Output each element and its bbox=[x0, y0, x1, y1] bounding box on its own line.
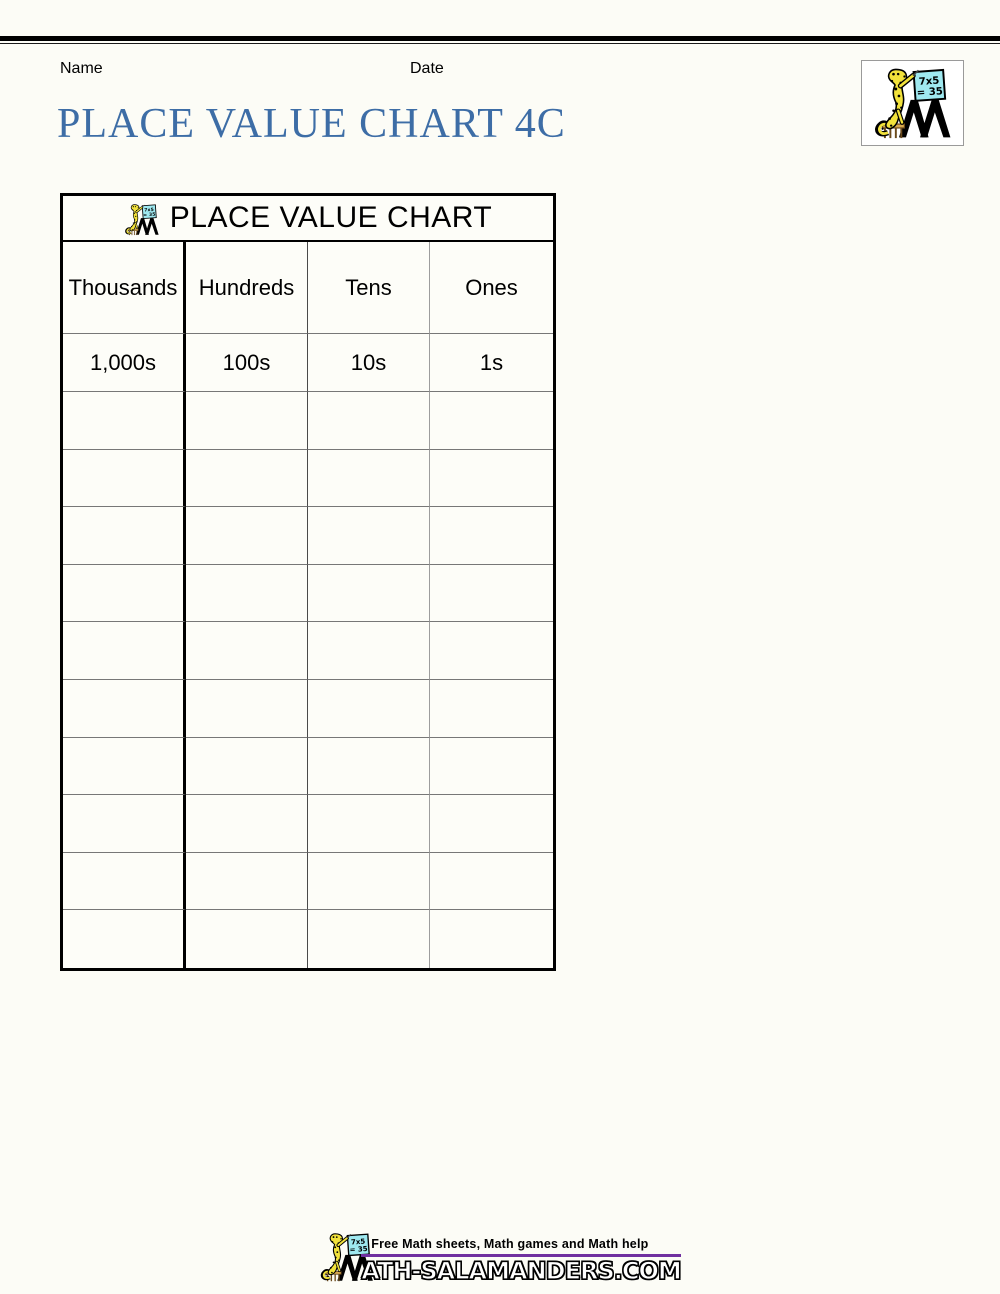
empty-cell bbox=[63, 565, 186, 623]
empty-cell bbox=[308, 738, 430, 796]
place-value-table bbox=[60, 193, 556, 971]
page-title: PLACE VALUE CHART 4C bbox=[57, 101, 566, 147]
footer-site-name: ATH-SALAMANDERS.COM bbox=[361, 1256, 681, 1285]
empty-cell bbox=[186, 738, 308, 796]
value-cell-hundreds: 100s bbox=[186, 334, 308, 392]
empty-cell bbox=[63, 853, 186, 911]
value-cell-tens: 10s bbox=[308, 334, 430, 392]
name-label: Name bbox=[60, 60, 103, 77]
date-label: Date bbox=[410, 60, 444, 77]
empty-cell bbox=[186, 853, 308, 911]
empty-cell bbox=[186, 507, 308, 565]
empty-cell bbox=[430, 565, 553, 623]
empty-cell bbox=[308, 565, 430, 623]
empty-cell bbox=[430, 392, 553, 450]
footer-tagline: Free Math sheets, Math games and Math help bbox=[371, 1236, 649, 1251]
empty-cell bbox=[430, 680, 553, 738]
empty-cell bbox=[186, 910, 308, 968]
empty-cell bbox=[186, 450, 308, 508]
empty-cell bbox=[63, 622, 186, 680]
empty-cell bbox=[308, 910, 430, 968]
empty-cell bbox=[430, 450, 553, 508]
empty-cell bbox=[63, 450, 186, 508]
footer-text-block bbox=[361, 1237, 681, 1284]
empty-cell bbox=[430, 853, 553, 911]
empty-cell bbox=[308, 622, 430, 680]
empty-cell bbox=[430, 795, 553, 853]
empty-cell bbox=[186, 392, 308, 450]
empty-cell bbox=[430, 910, 553, 968]
column-header-thousands: Thousands bbox=[63, 242, 186, 334]
empty-cell bbox=[308, 392, 430, 450]
empty-cell bbox=[308, 853, 430, 911]
page-top-divider bbox=[0, 36, 1000, 44]
empty-cell bbox=[430, 622, 553, 680]
empty-cell bbox=[308, 680, 430, 738]
salamander-mini-icon bbox=[124, 201, 160, 238]
empty-cell bbox=[63, 392, 186, 450]
footer bbox=[0, 1228, 1000, 1284]
column-header-ones: Ones bbox=[430, 242, 553, 334]
empty-cell bbox=[63, 507, 186, 565]
empty-cell bbox=[63, 680, 186, 738]
empty-cell bbox=[308, 795, 430, 853]
empty-cell bbox=[63, 738, 186, 796]
empty-cell bbox=[186, 795, 308, 853]
value-cell-thousands: 1,000s bbox=[63, 334, 186, 392]
empty-cell bbox=[430, 507, 553, 565]
empty-cell bbox=[186, 622, 308, 680]
table-title-row bbox=[63, 196, 553, 242]
empty-cell bbox=[308, 450, 430, 508]
empty-cell bbox=[186, 565, 308, 623]
empty-cell bbox=[430, 738, 553, 796]
value-cell-ones: 1s bbox=[430, 334, 553, 392]
empty-cell bbox=[63, 795, 186, 853]
footer-salamander-logo bbox=[319, 1228, 361, 1284]
column-header-hundreds: Hundreds bbox=[186, 242, 308, 334]
table-title: PLACE VALUE CHART bbox=[169, 201, 493, 234]
empty-cell bbox=[63, 910, 186, 968]
column-header-tens: Tens bbox=[308, 242, 430, 334]
empty-cell bbox=[308, 507, 430, 565]
empty-cell bbox=[186, 680, 308, 738]
math-salamanders-logo bbox=[861, 60, 964, 146]
